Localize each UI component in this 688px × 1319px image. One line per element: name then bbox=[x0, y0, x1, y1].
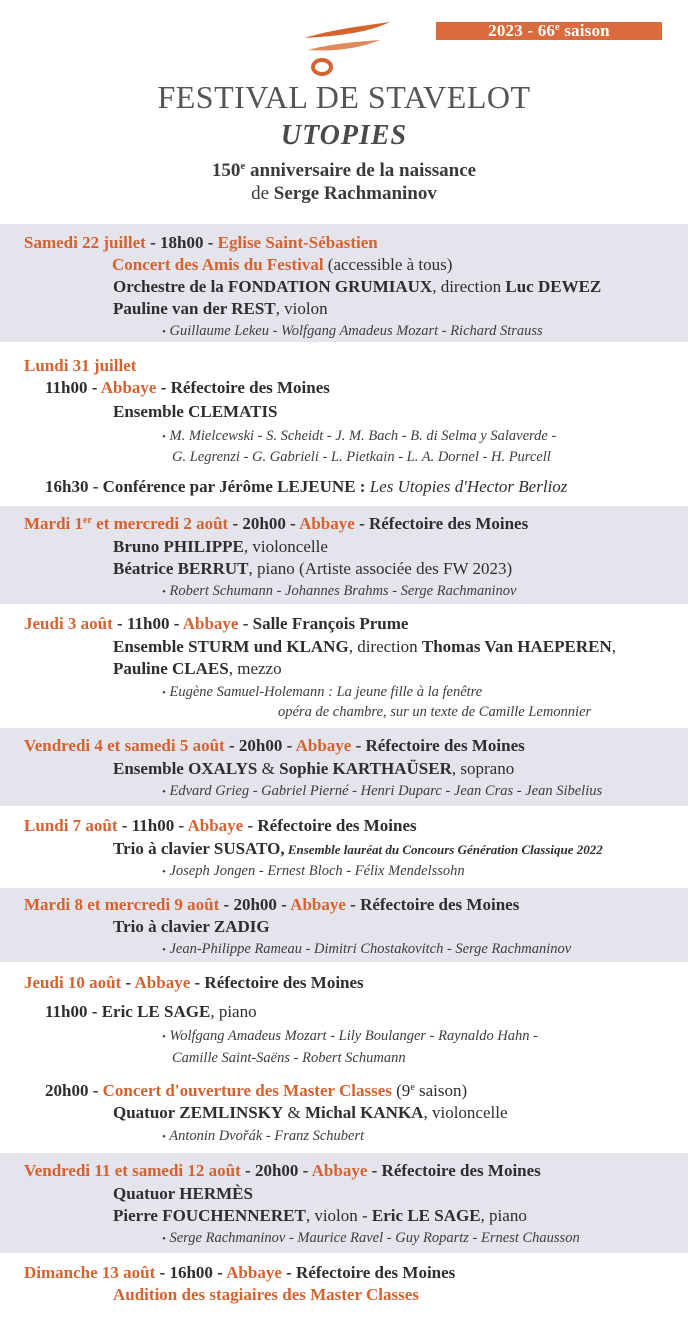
performer-line: Pauline van der REST, violon bbox=[113, 299, 328, 318]
performer-line: Orchestre de la FONDATION GRUMIAUX, direction Luc DEWEZ bbox=[113, 277, 602, 296]
event-block-8 bbox=[0, 964, 688, 1150]
works-list: • Jean-Philippe Rameau - Dimitri Chostakovitch - Serge Rachmaninov bbox=[162, 941, 572, 957]
works-list: G. Legrenzi - G. Gabrieli - L. Pietkain - L. A. Dornel - H. Purcell bbox=[172, 449, 551, 465]
event-block-3 bbox=[0, 506, 688, 604]
festival-title: FESTIVAL DE STAVELOT bbox=[157, 79, 531, 115]
performer-line: Quatuor ZEMLINSKY & Michal KANKA, violoncelle bbox=[113, 1103, 508, 1122]
performer-line: Ensemble OXALYS & Sophie KARTHAÜSER, soprano bbox=[113, 759, 515, 778]
event-header: Samedi 22 juillet - 18h00 - Eglise Saint-Sébastien bbox=[24, 233, 378, 252]
event-block-10 bbox=[0, 1255, 688, 1319]
event-slot: 20h00 - Concert d'ouverture des Master Classes (9e saison) bbox=[45, 1081, 468, 1100]
festival-logo-icon bbox=[300, 20, 396, 80]
performer-line: Ensemble STURM und KLANG, direction Thomas Van HAEPEREN, bbox=[113, 637, 616, 656]
works-list: • Antonin Dvořák - Franz Schubert bbox=[162, 1128, 365, 1144]
works-list: • Robert Schumann - Johannes Brahms - Serge Rachmaninov bbox=[162, 583, 517, 599]
festival-theme: UTOPIES bbox=[280, 120, 408, 151]
works-list: opéra de chambre, sur un texte de Camille Lemonnier bbox=[278, 704, 592, 720]
performer-line: Trio à clavier SUSATO, Ensemble lauréat du Concours Génération Classique 2022 bbox=[113, 839, 603, 858]
works-list: • Joseph Jongen - Ernest Bloch - Félix Mendelssohn bbox=[162, 863, 465, 879]
concert-title: Concert des Amis du Festival (accessible à tous) bbox=[112, 255, 453, 274]
performer-line: Béatrice BERRUT, piano (Artiste associée des FW 2023) bbox=[113, 559, 513, 578]
event-header: Jeudi 10 août - Abbaye - Réfectoire des Moines bbox=[24, 973, 364, 992]
event-block-6 bbox=[0, 808, 688, 886]
works-list: • Wolfgang Amadeus Mozart - Lily Boulanger - Raynaldo Hahn - bbox=[162, 1028, 539, 1044]
event-block-2 bbox=[0, 344, 688, 504]
performer-line: Trio à clavier ZADIG bbox=[113, 917, 270, 936]
event-slot: 11h00 - Abbaye - Réfectoire des Moines bbox=[45, 378, 330, 397]
event-block-7 bbox=[0, 888, 688, 962]
works-list: • M. Mielcewski - S. Scheidt - J. M. Bach - B. di Selma y Salaverde - bbox=[162, 428, 557, 444]
event-header: Vendredi 4 et samedi 5 août - 20h00 - Abbaye - Réfectoire des Moines bbox=[24, 736, 525, 755]
event-header: Lundi 7 août - 11h00 - Abbaye - Réfectoire des Moines bbox=[24, 816, 417, 835]
composer-line: de Serge Rachmaninov bbox=[251, 183, 437, 204]
event-header: Mardi 1er et mercredi 2 août - 20h00 - Abbaye - Réfectoire des Moines bbox=[24, 514, 529, 533]
event-header: Dimanche 13 août - 16h00 - Abbaye - Réfectoire des Moines bbox=[24, 1263, 456, 1282]
conference-line: 16h30 - Conférence par Jérôme LEJEUNE : Les Utopies d'Hector Berlioz bbox=[45, 477, 568, 496]
event-date: Lundi 31 juillet bbox=[24, 356, 137, 375]
event-header: Jeudi 3 août - 11h00 - Abbaye - Salle François Prume bbox=[24, 614, 409, 633]
season-badge: 2023 - 66e saison bbox=[436, 22, 662, 40]
anniversary-line: 150e anniversaire de la naissance bbox=[211, 160, 477, 181]
concert-title: Audition des stagiaires des Master Classes bbox=[113, 1285, 419, 1304]
event-header: Mardi 8 et mercredi 9 août - 20h00 - Abbaye - Réfectoire des Moines bbox=[24, 895, 520, 914]
performer-line: Bruno PHILIPPE, violoncelle bbox=[113, 537, 328, 556]
works-list: • Edvard Grieg - Gabriel Pierné - Henri Duparc - Jean Cras - Jean Sibelius bbox=[162, 783, 603, 799]
event-block-1 bbox=[0, 224, 688, 342]
event-header: Vendredi 11 et samedi 12 août - 20h00 - Abbaye - Réfectoire des Moines bbox=[24, 1161, 541, 1180]
works-list: Camille Saint-Saëns - Robert Schumann bbox=[172, 1050, 406, 1066]
event-block-5 bbox=[0, 728, 688, 806]
performer-line: Ensemble CLEMATIS bbox=[113, 402, 278, 421]
performer-line: Quatuor HERMÈS bbox=[113, 1184, 253, 1203]
works-list: • Serge Rachmaninov - Maurice Ravel - Guy Ropartz - Ernest Chausson bbox=[162, 1230, 580, 1246]
performer-line: Pauline CLAES, mezzo bbox=[113, 659, 282, 678]
event-block-4 bbox=[0, 606, 688, 726]
works-list: • Guillaume Lekeu - Wolfgang Amadeus Mozart - Richard Strauss bbox=[162, 323, 543, 339]
performer-line: Pierre FOUCHENNERET, violon - Eric LE SAGE, piano bbox=[113, 1206, 527, 1225]
event-block-9 bbox=[0, 1153, 688, 1253]
works-list: • Eugène Samuel-Holemann : La jeune fille à la fenêtre bbox=[162, 684, 483, 700]
event-slot: 11h00 - Eric LE SAGE, piano bbox=[45, 1002, 257, 1021]
